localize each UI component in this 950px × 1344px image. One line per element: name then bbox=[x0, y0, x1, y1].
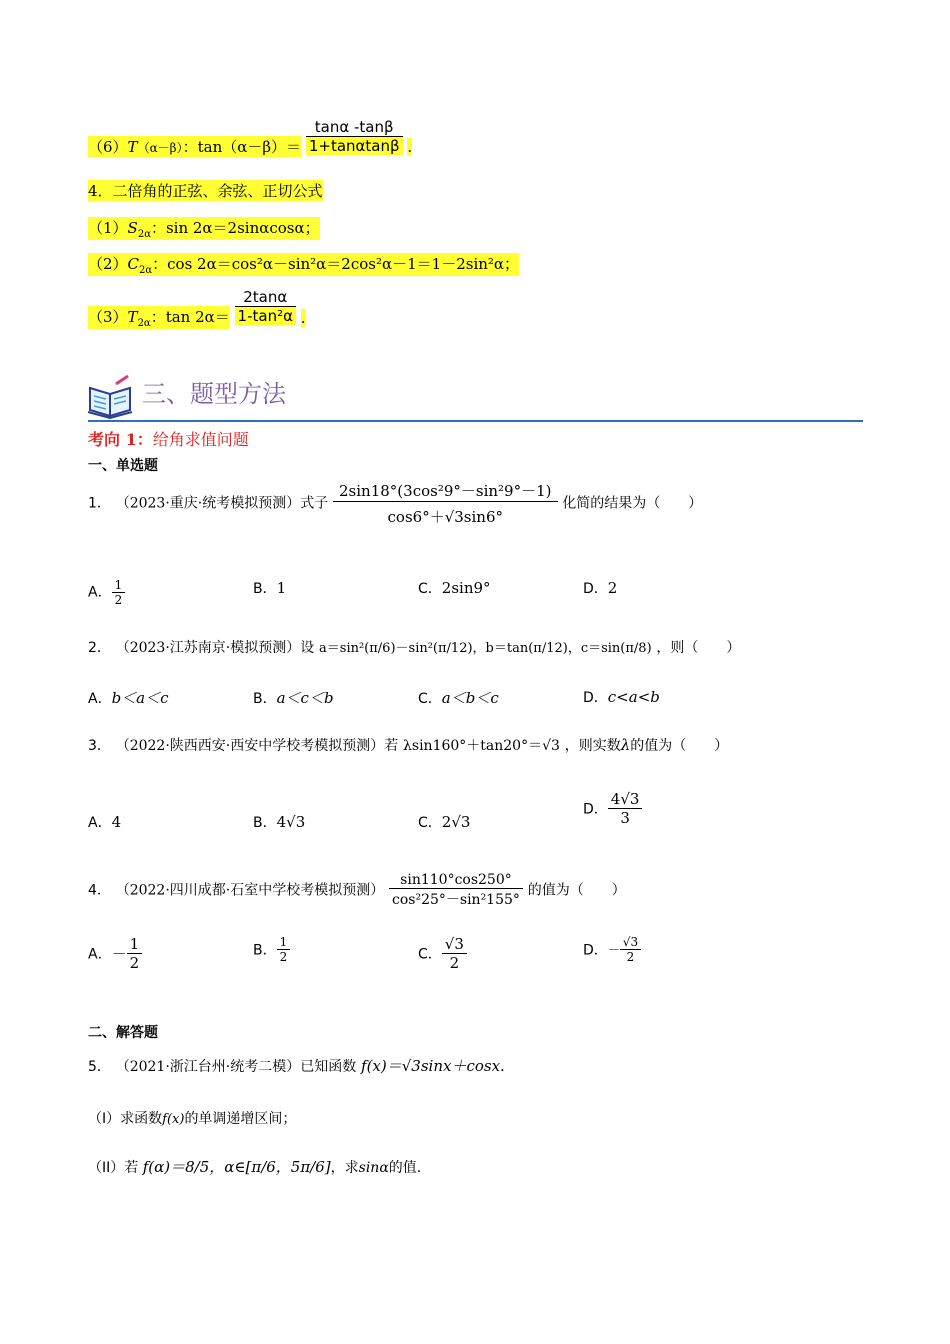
question-4-expression: $\frac{\sin 110^\circ\cos 250^\circ}{\text{cos²25°－sin²155°}}$ bbox=[389, 872, 523, 909]
question-2-expression: a＝sin²(π/6)－sin²(π/12)，b＝tan(π/12)，c＝sin(π/8) bbox=[319, 641, 652, 656]
question-2: 2． （2023·江苏南京·模拟预测）设 a＝sin²(π/6)－sin²(π/12)，b＝tan(π/12)，c＝sin(π/8) ，则（ ） bbox=[88, 640, 741, 656]
question-1-expression: $\frac{\text{2sin18°(3cos²9°－sin²9°－1)}}{\cos 6^\circ+√3\sin 6^\circ}$ bbox=[333, 480, 557, 527]
question-5-expression: f(x)＝√3sinx＋cosx bbox=[361, 1057, 501, 1075]
question-3: 3． （2022·陕西西安·西安中学校考模拟预测）若 λsin160°＋tan20°＝√3 ，则实数λ的值为（ ） bbox=[88, 736, 729, 754]
question-3-expression: λsin160°＋tan20°＝√3 bbox=[403, 738, 560, 754]
formula-6-fraction: $\frac{\tan\alpha -\tan\beta}{1+\tan\alpha\tan\beta}$ bbox=[306, 118, 403, 155]
q3-option-c[interactable]: C．2√3 bbox=[418, 813, 471, 831]
formula-2: $(2)C_{2\alpha}$：cos 2α＝cos²α－sin²α＝2cos²α－1＝1－2sin²α； bbox=[88, 255, 520, 276]
q3-option-d[interactable]: D． $\frac{4√3}{3}$ bbox=[583, 790, 642, 827]
q4-option-b[interactable]: B． $\frac{1}{2}$ bbox=[253, 935, 290, 964]
q2-option-d[interactable]: D．c<a<b bbox=[583, 688, 660, 706]
q2-option-a[interactable]: A．b＜a＜c bbox=[88, 689, 169, 707]
q2-option-b[interactable]: B．a＜c＜b bbox=[253, 689, 334, 707]
question-5-part-2: （II）若 f(α)＝8/5，α∈[π/6，5π/6]，求sinα的值. bbox=[88, 1158, 422, 1176]
formula-1: $(1)S_{2\alpha}$：sin 2α＝2sinαcosα； bbox=[88, 219, 320, 240]
part-single-choice: 一、单选题 bbox=[88, 458, 158, 474]
q1-option-d[interactable]: D．2 bbox=[583, 579, 618, 597]
section-divider bbox=[88, 420, 863, 422]
q1-option-c[interactable]: C．2sin9° bbox=[418, 579, 491, 597]
question-5: 5． （2021·浙江台州·统考二模）已知函数 f(x)＝√3sinx＋cosx. bbox=[88, 1057, 505, 1075]
formula-3-fraction: $\frac{2\tan\alpha}{\text{1-tan²α}}$ bbox=[235, 288, 296, 325]
question-1: 1． （2023·重庆·统考模拟预测）式子 $\frac{\text{2sin18°(3cos²9°－sin²9°－1)}}{\cos 6^\circ+√3\sin 6^\circ}$ 化简的结果为（ ） bbox=[88, 482, 703, 526]
q3-option-a[interactable]: A．4 bbox=[88, 813, 122, 831]
q1-option-a[interactable]: A． $\frac{1}{2}$ bbox=[88, 578, 125, 607]
formula-6: （6）T（α－β）：tan（α－β）＝ $\frac{\tan\alpha -\tan\beta}{1+\tan\alpha\tan\beta}$ . bbox=[88, 118, 413, 156]
q2-option-c[interactable]: C．a＜b＜c bbox=[418, 689, 499, 707]
q4-option-c[interactable]: C． $\frac{√3}{2}$ bbox=[418, 935, 467, 972]
formula-3: $(3)T_{2\alpha}$：tan 2α＝ $\frac{2\tan\alpha}{\text{1-tan²α}}$ . bbox=[88, 288, 306, 329]
q3-option-b[interactable]: B．4√3 bbox=[253, 813, 306, 831]
book-icon bbox=[86, 374, 136, 420]
heading-double-angle: 4．二倍角的正弦、余弦、正切公式 bbox=[88, 182, 323, 200]
section-title: 三、题型方法 bbox=[142, 380, 286, 408]
q4-option-d[interactable]: D．－ $\frac{√3}{2}$ bbox=[583, 935, 641, 964]
q4-option-a[interactable]: A．－ $\frac{1}{2}$ bbox=[88, 935, 142, 972]
question-5-part-1: （I）求函数f(x)的单调递增区间； bbox=[88, 1111, 297, 1127]
topic-heading: 考向 1：给角求值问题 bbox=[88, 430, 249, 449]
question-4: 4． （2022·四川成都·石室中学校考模拟预测） $\frac{\sin 110^\circ\cos 250^\circ}{\text{cos²25°－sin²155°}}$ 的值为（ ） bbox=[88, 872, 626, 908]
q1-option-b[interactable]: B．1 bbox=[253, 579, 287, 597]
part-answer: 二、解答题 bbox=[88, 1025, 158, 1041]
